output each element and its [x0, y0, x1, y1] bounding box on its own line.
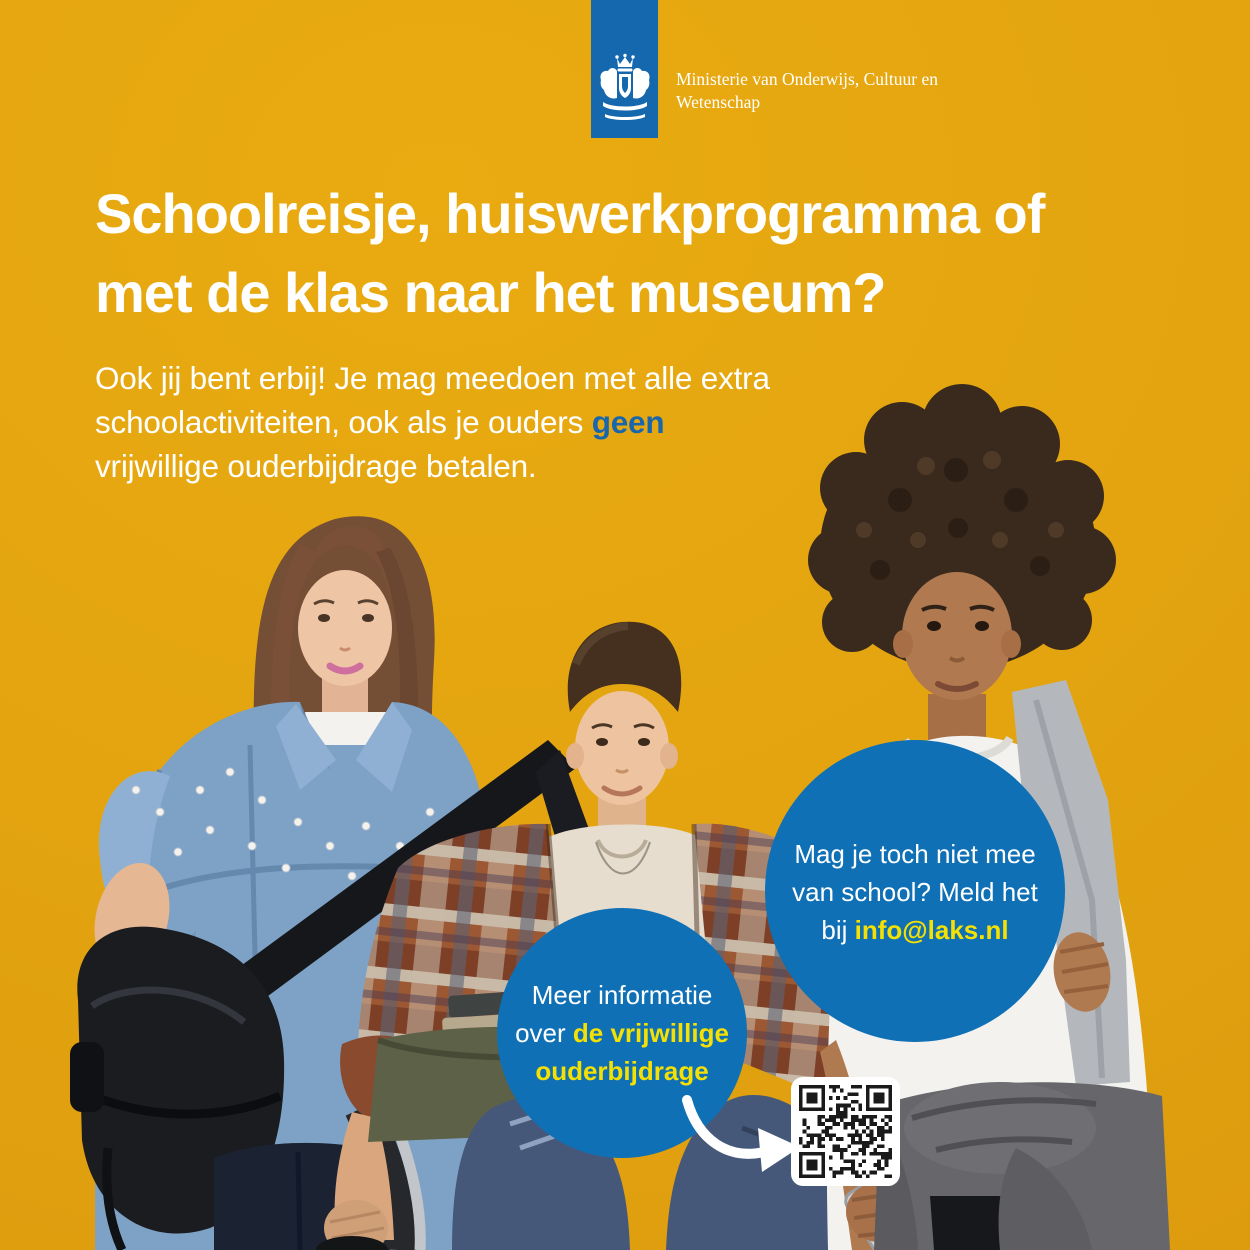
headline-line2: met de klas naar het museum? — [95, 261, 886, 324]
intro-line1: Ook jij bent erbij! Je mag meedoen met alle extra — [95, 360, 770, 396]
intro-line3: vrijwillige ouderbijdrage betalen. — [95, 448, 537, 484]
info-line2: over de vrijwillige — [515, 1018, 729, 1048]
report-line1: Mag je toch niet mee — [794, 839, 1036, 869]
report-line3: bij info@laks.nl — [821, 915, 1009, 945]
info-circle — [497, 908, 747, 1158]
ministry-name-line1: Ministerie van Onderwijs, Cultuur en — [676, 69, 938, 89]
headline — [95, 174, 1044, 332]
info-highlight-2: ouderbijdrage — [535, 1056, 709, 1086]
intro-line2: schoolactiviteiten, ook als je ouders geen — [95, 404, 665, 440]
ministry-crest-icon — [597, 52, 653, 130]
report-circle — [765, 740, 1065, 1042]
ministry-name — [676, 68, 938, 114]
intro-highlight-geen: geen — [591, 404, 665, 440]
report-line2: van school? Meld het — [792, 877, 1038, 907]
qr-code[interactable] — [791, 1077, 900, 1186]
info-line1: Meer informatie — [531, 980, 713, 1010]
logo-ribbon — [591, 0, 658, 138]
headline-line1: Schoolreisje, huiswerkprogramma of — [95, 182, 1045, 245]
intro-text — [95, 356, 770, 488]
email-link[interactable]: info@laks.nl — [854, 915, 1009, 945]
ministry-name-line2: Wetenschap — [676, 92, 761, 112]
info-highlight-1: de vrijwillige — [572, 1018, 729, 1048]
